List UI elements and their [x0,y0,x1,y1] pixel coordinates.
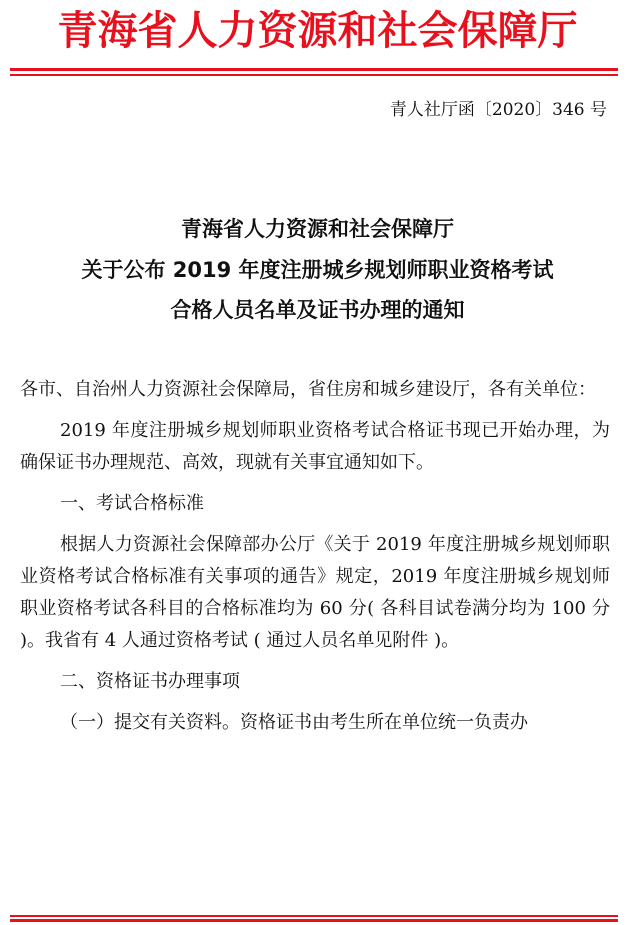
section2-heading: 二、资格证书办理事项 [60,671,240,692]
addressee-paragraph: 各市、自治州人力资源社会保障局，省住房和城乡建设厅，各有关单位： [20,379,596,400]
title-line-2: 关于公布 2019 年度注册城乡规划师职业资格考试 [81,258,554,282]
section2-subitem-1: （一）提交有关资料。资格证书由考生所在单位统一负责办 [60,712,528,733]
letterhead-rule-thin [10,74,618,76]
letterhead-rule-thick [10,68,618,71]
intro-paragraph [20,415,610,479]
letterhead-org-name: 青海省人力资源和社会保障厅 [57,7,578,54]
footer-rule-thin [10,915,618,917]
intro-text: 2019 年度注册城乡规划师职业资格考试合格证书现已开始办理，为确保证书办理规范、高效，现就有关事宜通知如下。 [20,420,610,473]
footer-rule-thick [10,919,618,922]
title-line-1: 青海省人力资源和社会保障厅 [181,217,454,241]
section1-paragraph: 根据人力资源社会保障部办公厅《关于 2019 年度注册城乡规划师职业资格考试合格标准有关事项的通告》规定，2019 年度注册城乡规划师职业资格考试各科目的合格标准均为 60 分( 各科目试卷满分均为 100 分 )。我省有 4 人通过资格考试 ( 通过人员名单见附件 )。 [20,534,610,651]
document-number: 青人社厅函〔2020〕346 号 [389,100,607,120]
document-body [20,374,610,748]
section1-heading: 一、考试合格标准 [60,493,204,514]
title-line-3: 合格人员名单及证书办理的通知 [170,298,465,322]
